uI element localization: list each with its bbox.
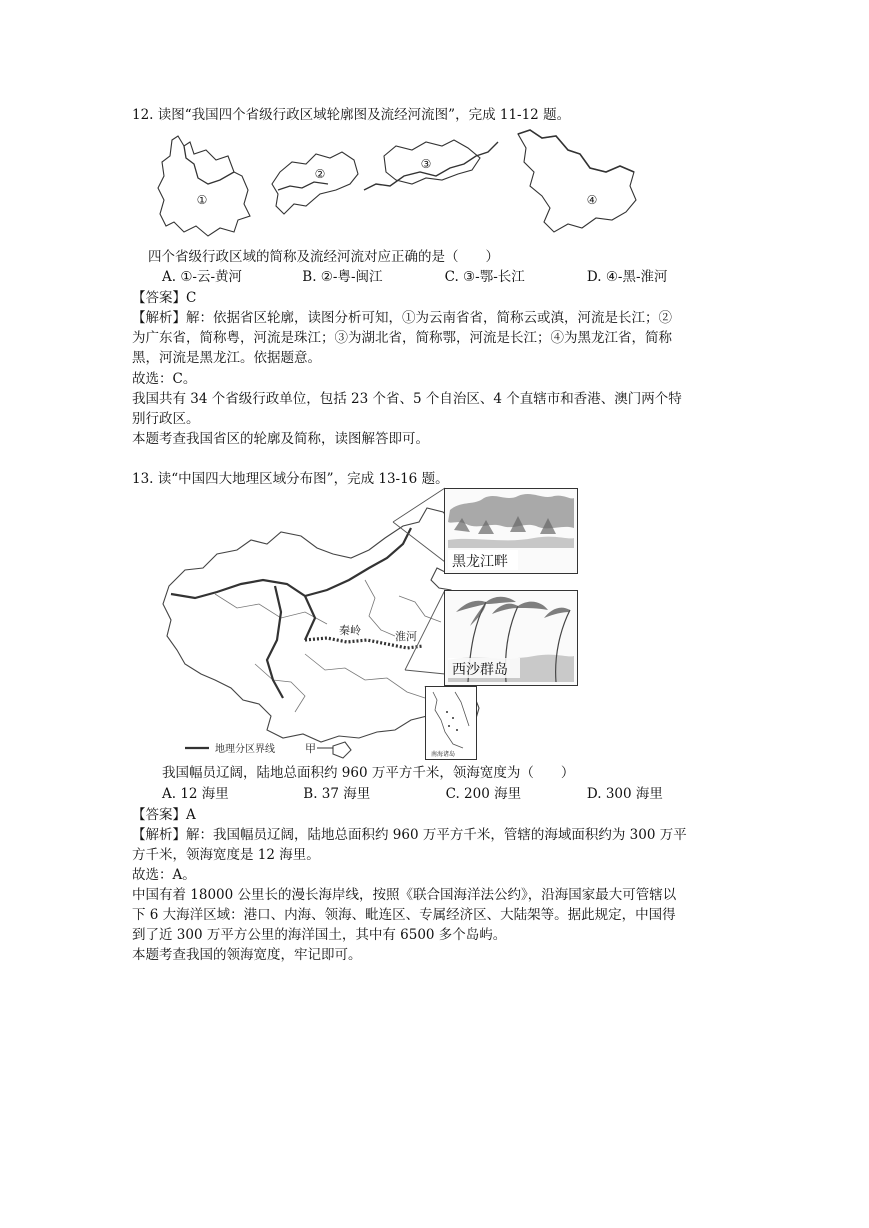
q13-option-c: C. 200 海里 xyxy=(445,786,522,802)
q13-summary: 本题考查我国的领海宽度，牢记即可。 xyxy=(132,947,362,963)
map-label-1: ① xyxy=(196,193,208,207)
q13-extra-line: 到了近 300 万平方公里的海洋国土，其中有 6500 多个岛屿。 xyxy=(132,927,507,943)
q13-extra-line: 下 6 大海洋区域：港口、内海、领海、毗连区、专属经济区、大陆架等。据此规定，中国得 xyxy=(132,907,676,923)
q13-stem: 13. 读“中国四大地理区域分布图”，完成 13-16 题。 xyxy=(132,471,449,487)
q12-question: 四个省级行政区域的简称及流经河流对应正确的是（ ） xyxy=(148,249,499,265)
q12-extra-line: 我国共有 34 个省级行政单位，包括 23 个省、5 个自治区、4 个直辖市和香港、澳门两个特 xyxy=(132,391,682,407)
q12-choice: 故选：C。 xyxy=(132,371,197,387)
q12-analysis-line: 黑，河流是黑龙江。依据题意。 xyxy=(132,350,321,366)
q12-analysis-line: 【解析】解：依据省区轮廓，读图分析可知，①为云南省省，简称云或滇，河流是长江；② xyxy=(132,310,672,326)
huaihe-label: 淮河 xyxy=(395,630,417,643)
inset-label: 南海诸岛 xyxy=(431,751,456,758)
q12-analysis-line: 为广东省，简称粤，河流是珠江；③为湖北省，简称鄂，河流是长江；④为黑龙江省，简称 xyxy=(132,330,672,346)
q13-extra-line: 中国有着 18000 公里长的漫长海岸线，按照《联合国海洋法公约》，沿海国家最大可管辖以 xyxy=(132,887,677,903)
q12-summary: 本题考查我国省区的轮廓及简称，读图解答即可。 xyxy=(132,431,429,447)
q13-option-a: A. 12 海里 xyxy=(162,786,229,802)
q12-stem: 12. 读图“我国四个省级行政区域轮廓图及流经河流图”，完成 11-12 题。 xyxy=(132,107,571,123)
south-china-sea-inset xyxy=(425,686,477,760)
q13-question: 我国幅员辽阔，陆地总面积约 960 万平方千米，领海宽度为（ ） xyxy=(162,765,575,781)
q13-answer: 【答案】A xyxy=(132,807,196,823)
q12-answer: 【答案】C xyxy=(132,290,197,306)
q12-option-c: C. ③-鄂-长江 xyxy=(444,269,525,285)
q12-option-d: D. ④-黑-淮河 xyxy=(586,269,668,285)
xisha-photo xyxy=(444,590,578,686)
q13-analysis-line: 方千米，领海宽度是 12 海里。 xyxy=(132,847,320,863)
photo-label-xisha: 西沙群岛 xyxy=(452,662,508,678)
q12-extra-line: 别行政区。 xyxy=(132,411,200,427)
q13-option-b: B. 37 海里 xyxy=(303,786,371,802)
jia-label: 甲 xyxy=(305,742,316,755)
q13-analysis-line: 【解析】解：我国幅员辽阔，陆地总面积约 960 万平方千米，管辖的海域面积约为 300 万平 xyxy=(132,827,687,843)
province-outline-map xyxy=(150,128,650,243)
map-label-4: ④ xyxy=(586,193,598,207)
q12-option-a: A. ①-云-黄河 xyxy=(162,269,243,285)
q13-choice: 故选：A。 xyxy=(132,867,196,883)
legend-label: 地理分区界线 xyxy=(215,744,275,755)
q13-option-d: D. 300 海里 xyxy=(586,786,663,802)
photo-label-heilongjiang: 黑龙江畔 xyxy=(452,554,508,570)
map-label-3: ③ xyxy=(420,157,432,171)
q12-options xyxy=(162,268,668,286)
q13-options xyxy=(162,785,663,803)
q12-option-b: B. ②-粤-闽江 xyxy=(302,269,383,285)
qinling-label: 秦岭 xyxy=(339,624,361,637)
map-label-2: ② xyxy=(314,167,326,181)
heilongjiang-photo xyxy=(444,488,578,574)
